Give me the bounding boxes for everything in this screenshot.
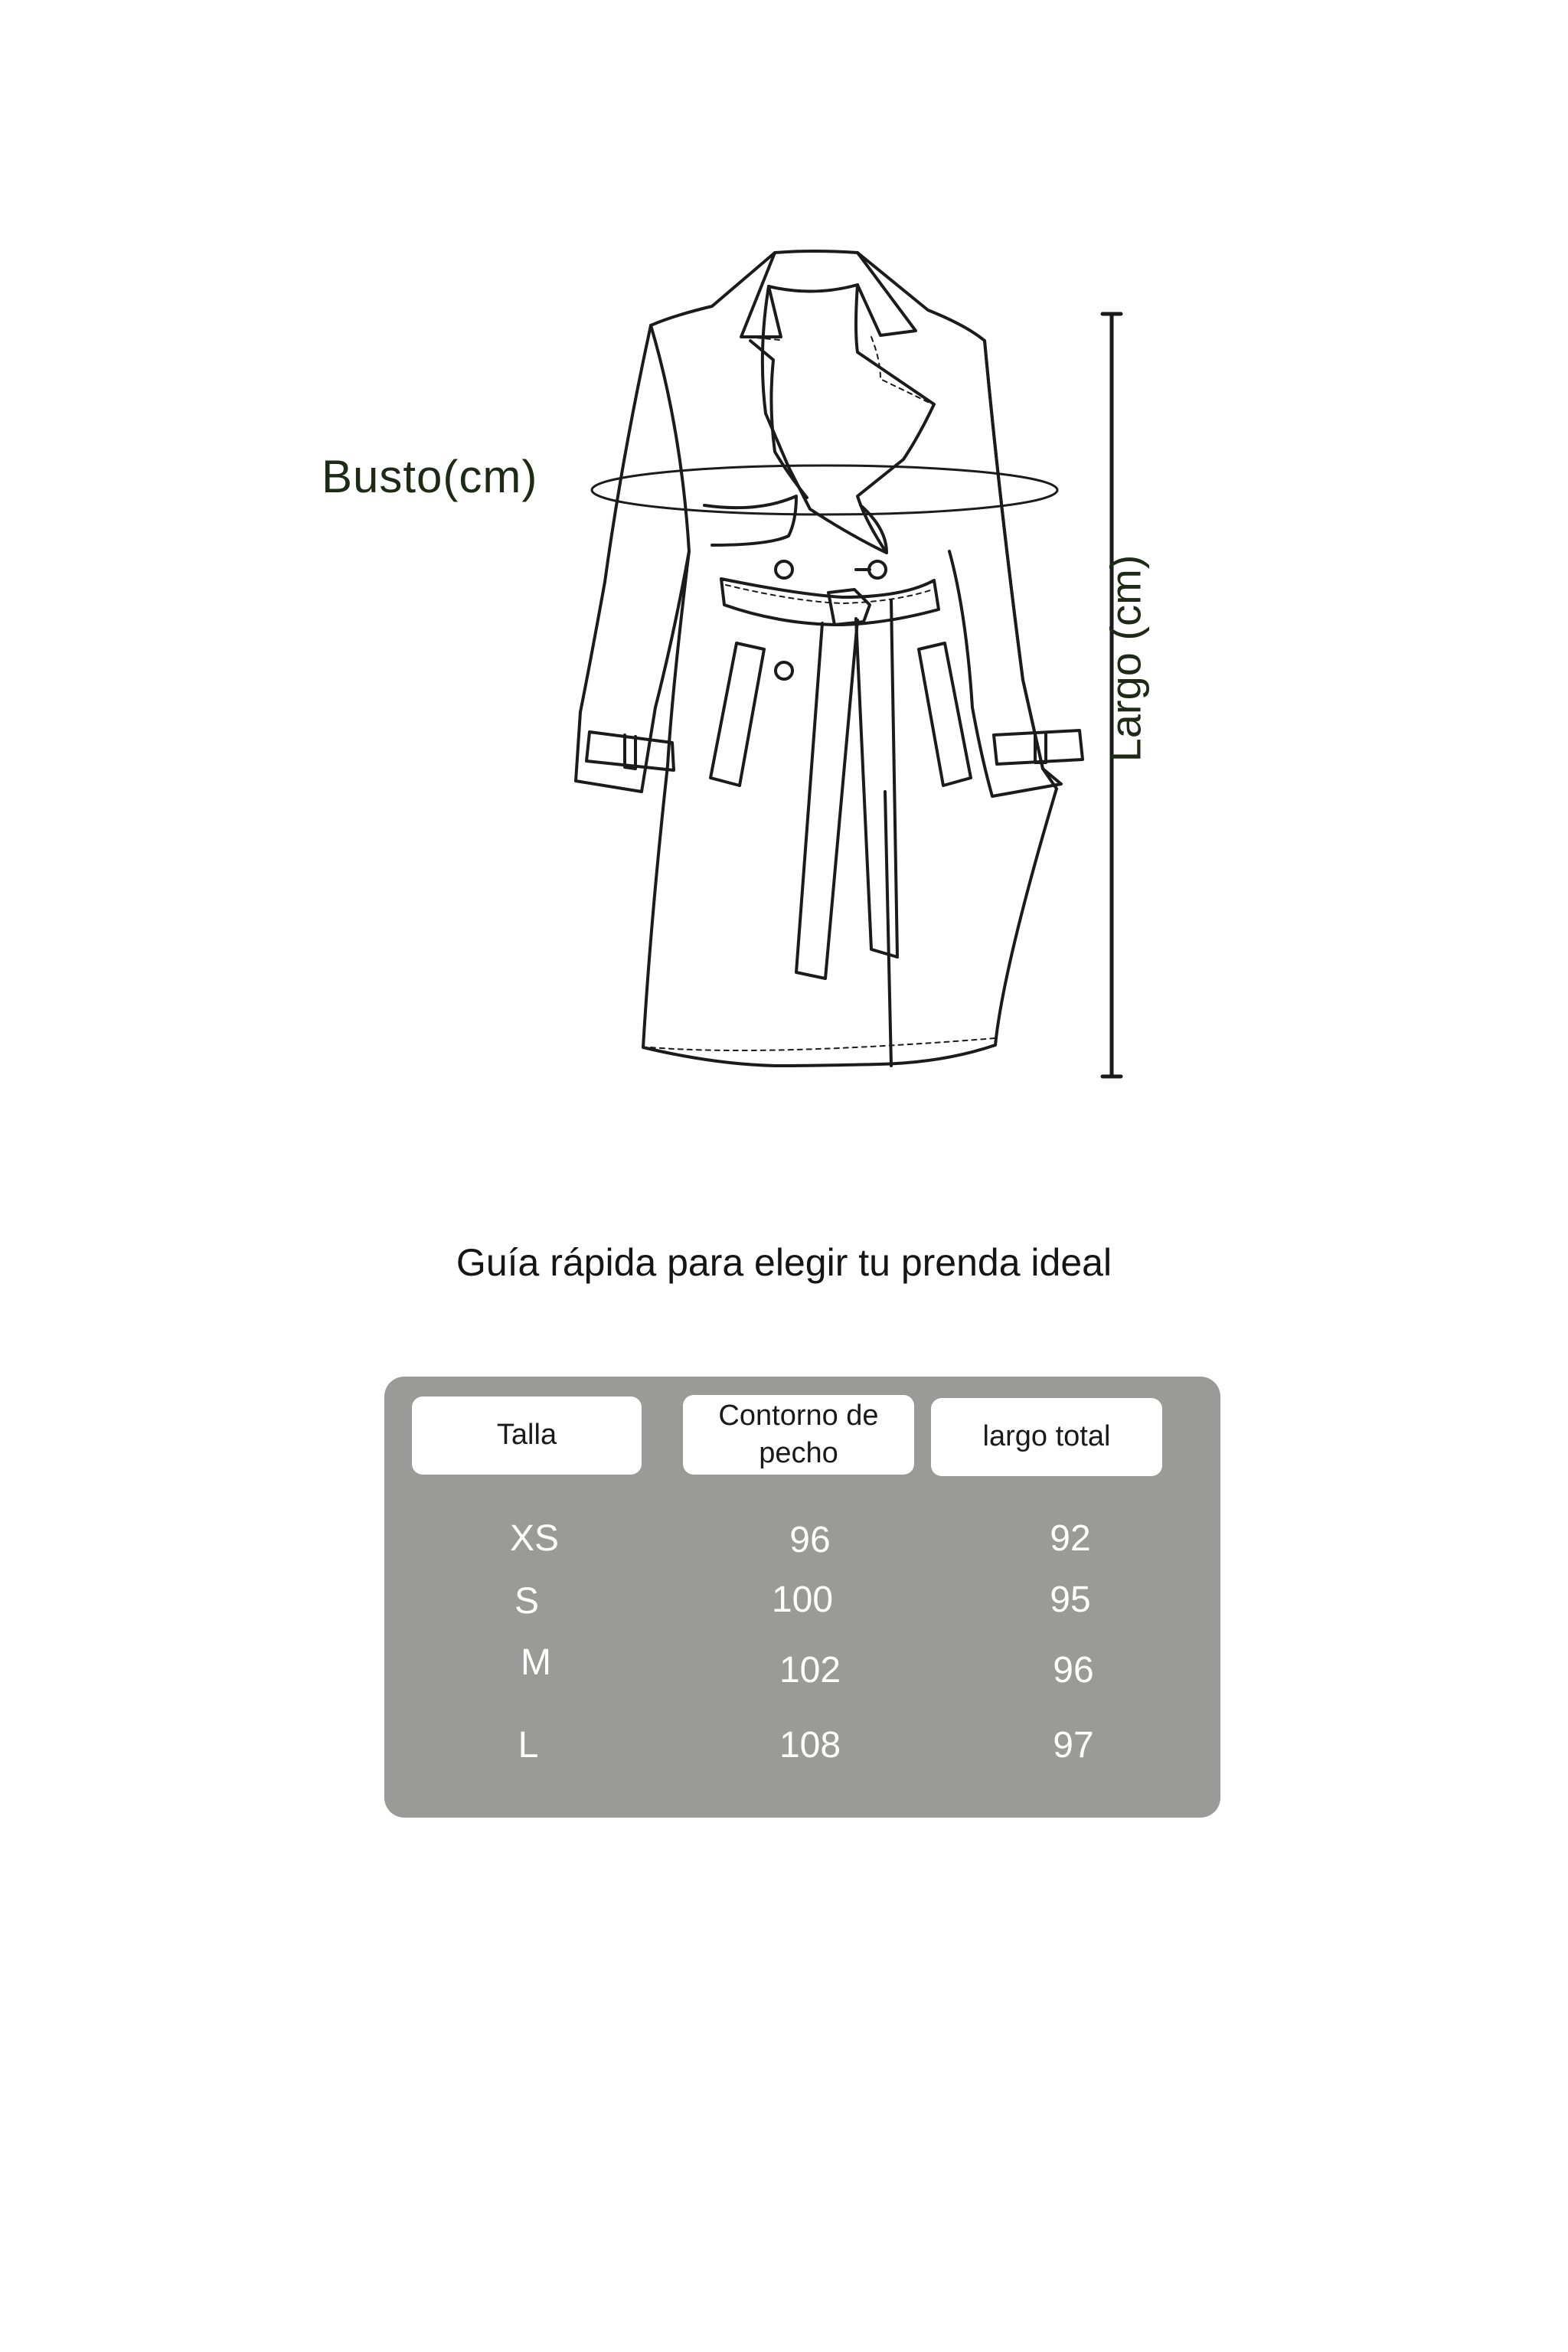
length-label: Largo (cm): [1101, 554, 1150, 763]
trench-coat-drawing: [0, 0, 1568, 1133]
row-l-chest: 108: [779, 1725, 841, 1766]
bust-measure-ellipse: [592, 466, 1057, 514]
row-l-length: 97: [1053, 1725, 1094, 1766]
row-m-size: M: [521, 1642, 551, 1683]
row-s-chest: 100: [771, 1579, 834, 1620]
storm-flap: [704, 496, 796, 545]
row-m-length: 96: [1053, 1650, 1094, 1690]
row-xs-chest: 96: [789, 1520, 831, 1560]
guide-title: Guía rápida para elegir tu prenda ideal: [456, 1241, 1112, 1284]
row-xs-length: 92: [1050, 1518, 1091, 1559]
size-table: [384, 1377, 1220, 1818]
coat-pockets: [710, 643, 971, 786]
row-xs-size: XS: [509, 1518, 560, 1559]
coat-center-front: [651, 792, 995, 1066]
row-s-length: 95: [1050, 1579, 1091, 1620]
header-length: largo total: [931, 1398, 1162, 1476]
coat-belt: [721, 579, 939, 978]
header-size: Talla: [412, 1396, 642, 1475]
bust-label: Busto(cm): [322, 451, 538, 502]
row-s-size: S: [514, 1581, 539, 1622]
header-chest-label: Contorno de pecho: [718, 1399, 879, 1469]
header-chest: [683, 1395, 914, 1475]
coat-cuffs: [586, 730, 1083, 770]
row-l-size: L: [518, 1725, 539, 1766]
coat-collar: [741, 253, 934, 553]
row-m-chest: 102: [779, 1650, 841, 1690]
